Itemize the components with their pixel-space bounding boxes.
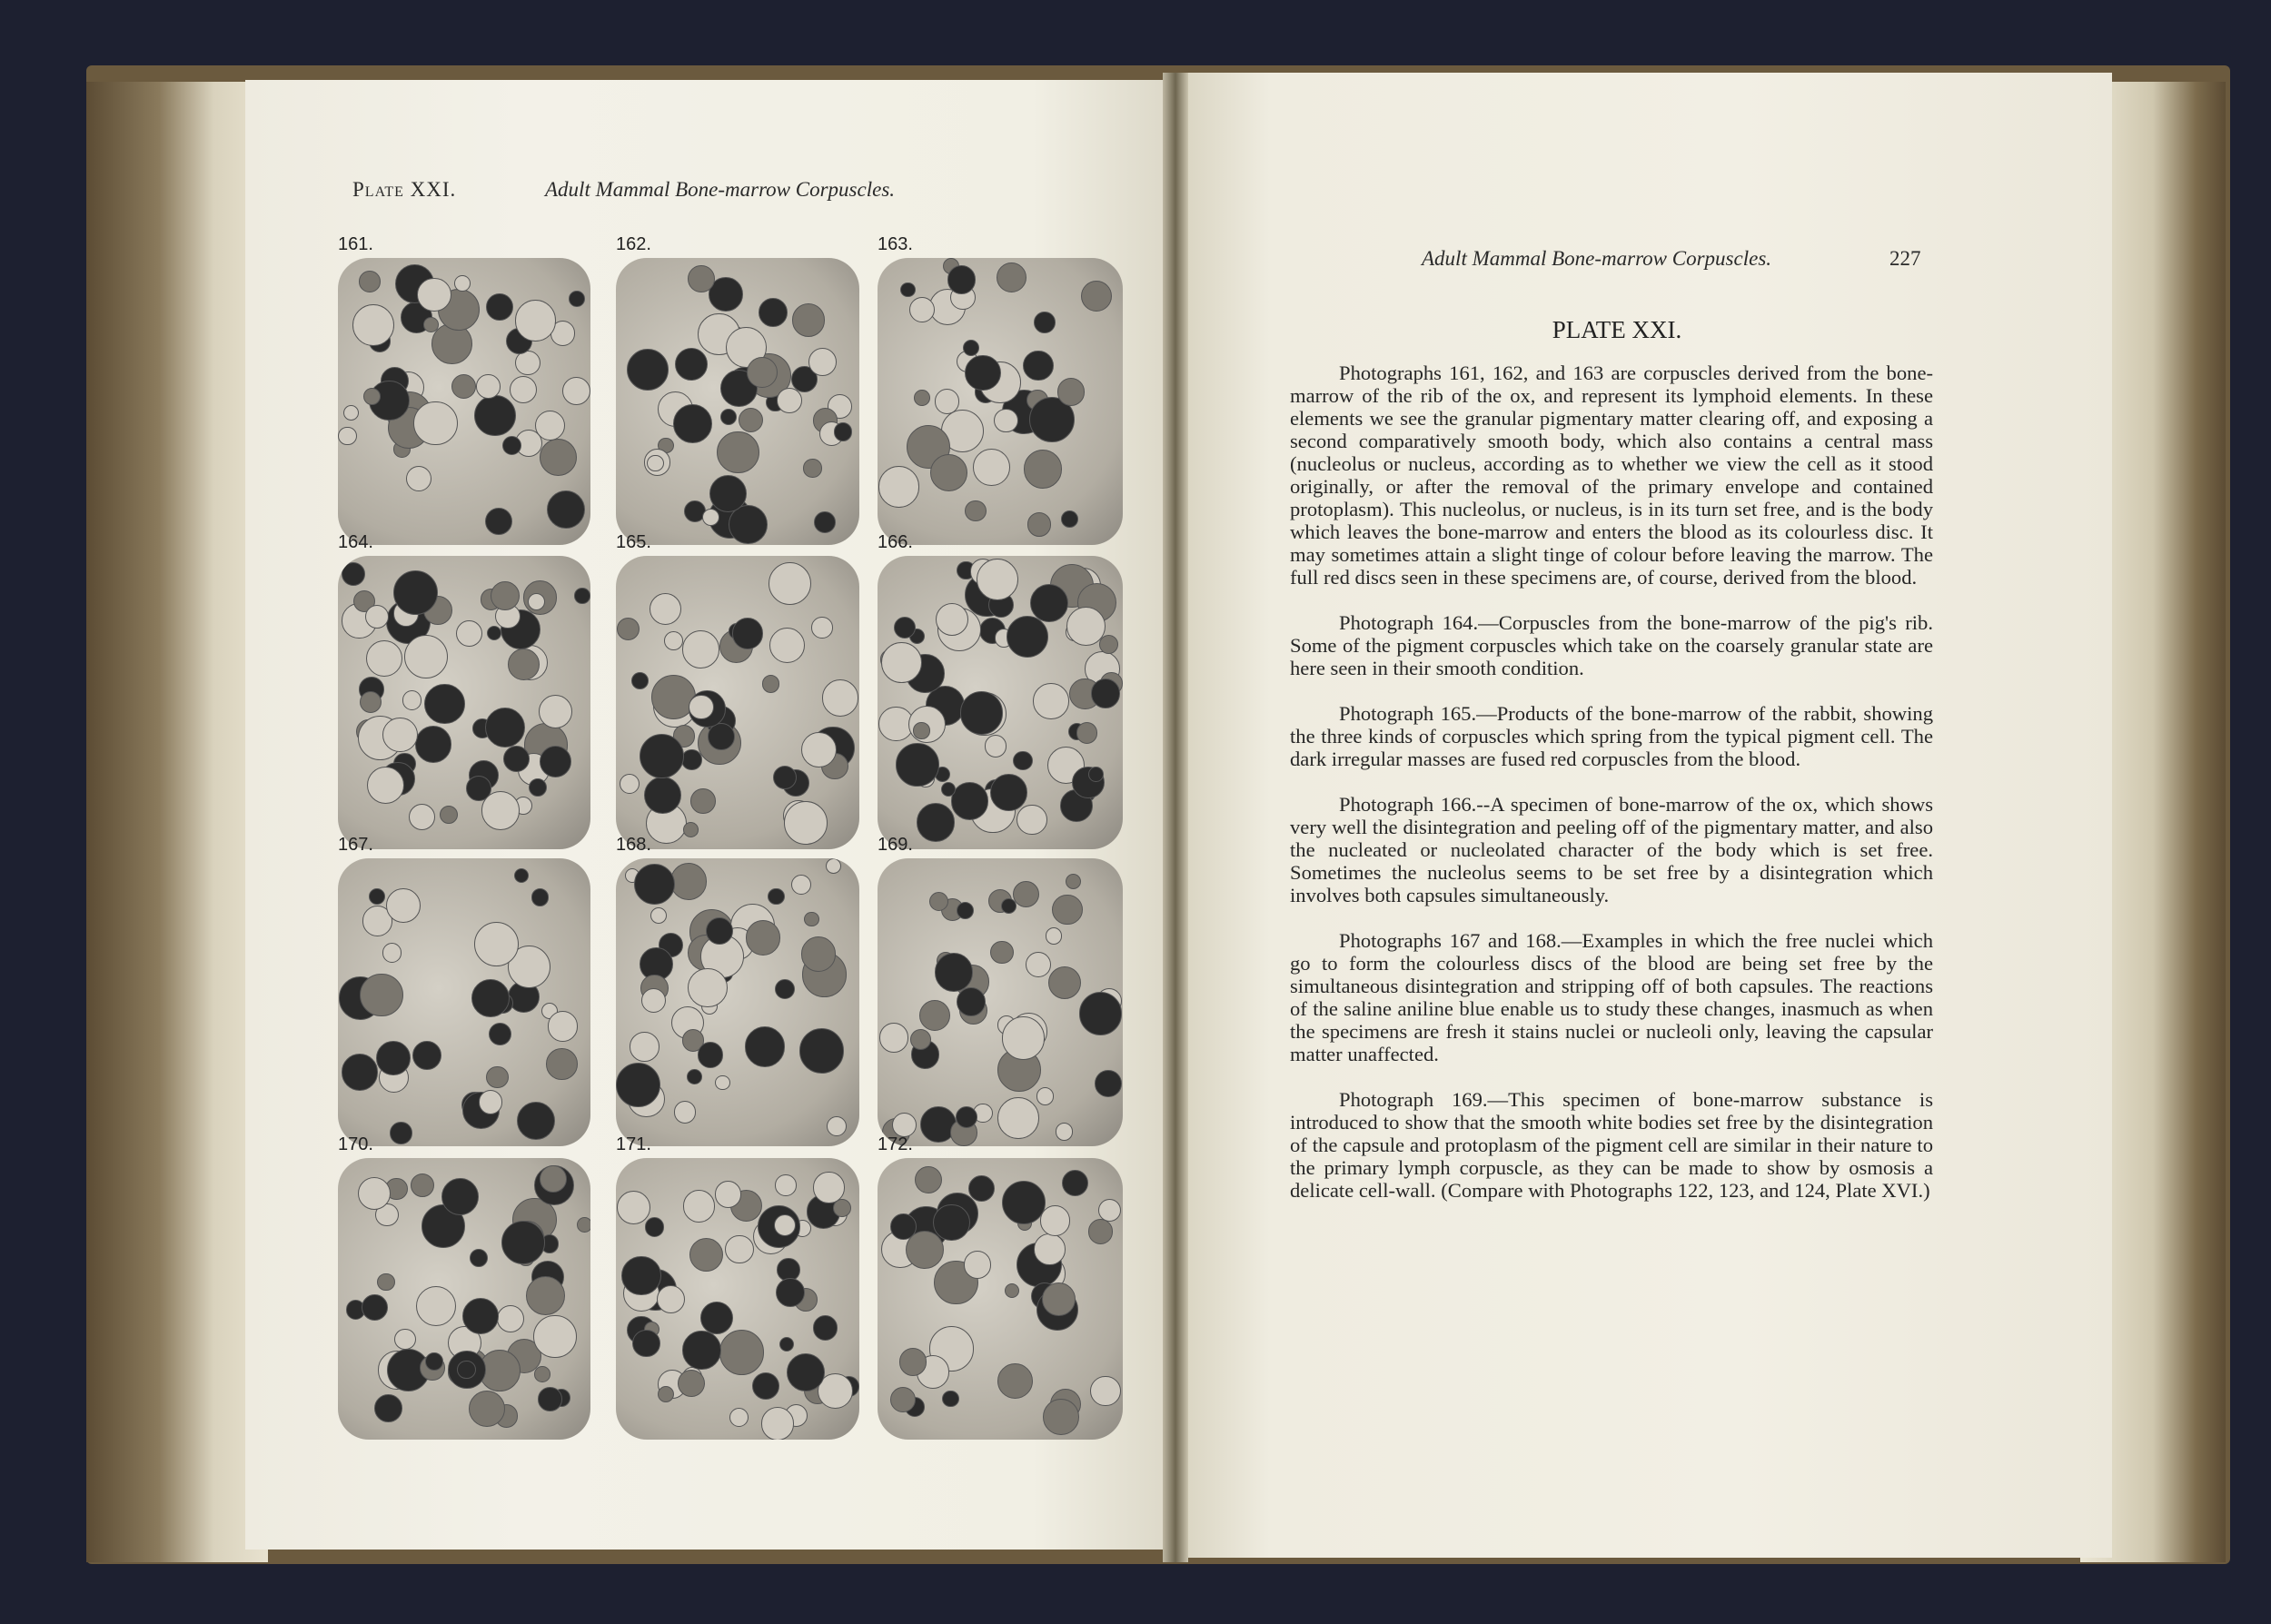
cell-blob [715, 1075, 729, 1090]
cell-blob [474, 922, 519, 966]
cell-blob [813, 1315, 838, 1341]
cell-blob [359, 271, 381, 292]
cell-blob [515, 351, 540, 375]
cell-blob [365, 605, 389, 629]
cell-blob [1042, 1282, 1076, 1316]
cell-blob [658, 1386, 674, 1402]
cell-blob [997, 1097, 1039, 1139]
cell-blob [879, 1023, 908, 1052]
cell-blob [1081, 281, 1112, 312]
cell-blob [441, 1178, 479, 1215]
cell-blob [417, 278, 451, 312]
cell-blob [791, 875, 811, 895]
cell-blob [773, 766, 797, 789]
cell-blob [342, 562, 365, 586]
body-text [1290, 361, 1933, 1224]
cell-blob [990, 774, 1027, 811]
cell-blob [533, 1315, 577, 1359]
cell-blob [951, 782, 989, 820]
cell-blob [531, 888, 550, 906]
cell-blob [362, 1294, 388, 1321]
cell-blob [562, 377, 590, 405]
cell-blob [502, 436, 521, 455]
micrograph-photo [338, 858, 590, 1146]
cell-blob [965, 500, 987, 522]
cell-blob [1034, 1233, 1065, 1264]
cell-blob [814, 511, 836, 533]
cell-blob [683, 1190, 715, 1222]
cell-blob [681, 749, 701, 769]
cell-blob [933, 1204, 969, 1241]
left-header-plate: Plate XXI. [352, 178, 457, 201]
cell-blob [343, 405, 359, 421]
cell-blob [1088, 767, 1104, 782]
micrograph-photo [878, 1158, 1123, 1440]
micrograph-photo [616, 258, 859, 545]
cell-blob [700, 1302, 733, 1334]
cell-blob [1001, 898, 1016, 914]
cell-blob [935, 953, 974, 992]
cell-blob [632, 1330, 660, 1358]
paragraph-167-168: Photographs 167 and 168.—Examples in which the free nuclei which go to form the colourless discs of the blood are being set free by the simultaneous disintegration and stripping off of both capsules. The reactions of the saline aniline blue enable us to study these changes, inasmuch as when the specimens are fresh it stains nuclei or nucleoli only, leaving the capsular matter unaffected. [1290, 929, 1933, 1065]
cell-blob [641, 988, 666, 1013]
cell-blob [411, 1173, 434, 1197]
cell-blob [808, 348, 837, 376]
paragraph-169: Photograph 169.—This specimen of bone-marrow substance is introduced to show that the smooth white bodies set free by the disintegration of the capsule and protoplasm of the pigment cell are similar in their nature to the primary lymph corpuscle, as they can be made to show by osmosis a delicate cell-wall. (Compare with Photographs 122, 123, and 124, Plate XVI.) [1290, 1088, 1933, 1202]
cell-blob [514, 868, 530, 884]
paragraph-166: Photograph 166.--A specimen of bone-marrow of the ox, which shows very well the disintegration and peeling off of the pigmentary matter, and also the nucleated or nucleolated character of the body which is set free. Sometimes the nucleolus seems to be set free by a disintegration which involves both capsules simultaneously. [1290, 793, 1933, 906]
photo-label: 172. [878, 1134, 913, 1154]
photo-label: 171. [616, 1134, 651, 1154]
cell-blob [973, 449, 1010, 486]
micrograph-photo [338, 1158, 590, 1440]
cell-blob [892, 1113, 917, 1137]
cell-blob [501, 1221, 545, 1264]
micrograph-photo [878, 556, 1123, 849]
photo-label: 169. [878, 835, 913, 855]
micrograph-photo [616, 1158, 859, 1440]
cell-blob [941, 782, 956, 797]
cell-blob [775, 979, 795, 999]
cell-blob [896, 743, 938, 786]
cell-blob [1056, 1123, 1073, 1140]
cell-blob [657, 1285, 685, 1313]
cell-blob [775, 1174, 797, 1196]
cell-blob [1079, 992, 1122, 1035]
cell-blob [374, 1394, 402, 1422]
cell-blob [650, 593, 681, 625]
cell-blob [811, 617, 833, 639]
cell-blob [673, 404, 712, 443]
cell-blob [900, 282, 915, 297]
micrograph-photo [616, 556, 859, 849]
cell-blob [404, 635, 448, 678]
cell-blob [1026, 952, 1051, 977]
cell-blob [960, 691, 1004, 735]
cell-blob [683, 822, 699, 837]
cell-blob [534, 1366, 550, 1382]
cell-blob [801, 936, 836, 971]
cell-blob [761, 1407, 795, 1440]
cell-blob [906, 1231, 944, 1269]
cell-blob [746, 920, 781, 956]
cell-blob [1052, 895, 1083, 926]
cell-blob [678, 1370, 705, 1397]
cell-blob [769, 562, 812, 606]
cell-blob [369, 888, 385, 905]
cell-blob [415, 726, 451, 762]
cell-blob [826, 858, 841, 874]
cell-blob [574, 588, 590, 603]
cell-blob [1076, 722, 1098, 744]
cell-blob [784, 801, 828, 845]
photo-label: 168. [616, 835, 651, 855]
cell-blob [409, 804, 435, 830]
cell-blob [997, 262, 1026, 292]
cell-blob [338, 427, 357, 446]
cell-blob [630, 1032, 659, 1062]
cell-blob [1030, 584, 1068, 622]
cell-blob [1091, 678, 1120, 708]
cell-blob [1013, 751, 1033, 771]
photo-label: 165. [616, 532, 651, 552]
cell-blob [617, 1191, 650, 1224]
cell-blob [360, 974, 402, 1016]
cell-blob [394, 1329, 416, 1351]
cell-blob [508, 649, 540, 680]
page-number: 227 [1889, 247, 1921, 270]
cell-blob [729, 1408, 749, 1428]
cell-blob [1007, 616, 1048, 658]
cell-blob [474, 395, 515, 436]
cell-blob [382, 943, 402, 962]
cell-blob [990, 941, 1013, 964]
cell-blob [930, 454, 967, 491]
cell-blob [894, 617, 916, 639]
cell-blob [792, 303, 825, 336]
cell-blob [627, 349, 669, 391]
cell-blob [1048, 966, 1081, 999]
cell-blob [451, 374, 476, 399]
cell-blob [688, 968, 727, 1007]
cell-blob [386, 888, 421, 923]
cell-blob [416, 1286, 457, 1327]
cell-blob [469, 1391, 505, 1427]
cell-blob [747, 357, 778, 388]
cell-blob [878, 466, 920, 508]
cell-blob [739, 408, 763, 432]
cell-blob [412, 1041, 441, 1070]
cell-blob [1033, 683, 1068, 718]
cell-blob [682, 1331, 720, 1369]
cell-blob [1027, 512, 1051, 536]
cell-blob [702, 509, 719, 526]
cell-blob [1002, 1016, 1045, 1059]
left-header-title: Adult Mammal Bone-marrow Corpuscles. [545, 178, 896, 201]
cell-blob [644, 777, 681, 814]
cell-blob [1002, 1181, 1046, 1224]
paragraph-165: Photograph 165.—Products of the bone-marrow of the rabbit, showing the three kinds of corpuscles which spring from the typical pigment cell. The dark irregular masses are fused red corpuscles from the blood. [1290, 702, 1933, 770]
cell-blob [956, 1106, 977, 1128]
cell-blob [799, 1028, 845, 1074]
cell-blob [1057, 378, 1085, 405]
cell-blob [456, 620, 482, 647]
micrograph-photo [338, 556, 590, 849]
cell-blob [454, 275, 471, 292]
photo-label: 162. [616, 234, 651, 254]
micrograph-photo [338, 258, 590, 545]
cell-blob [470, 1249, 488, 1267]
cell-blob [947, 265, 976, 293]
cell-blob [942, 1391, 958, 1407]
cell-blob [360, 691, 382, 714]
cell-blob [732, 618, 763, 649]
cell-blob [762, 675, 780, 693]
cell-blob [647, 455, 664, 472]
cell-blob [650, 907, 667, 924]
cell-blob [497, 1305, 524, 1332]
cell-blob [617, 618, 640, 640]
cell-blob [664, 631, 683, 650]
cell-blob [1090, 1376, 1121, 1407]
cell-blob [413, 401, 458, 446]
cell-blob [822, 679, 859, 717]
cell-blob [517, 1102, 555, 1140]
cell-blob [645, 1217, 664, 1236]
cell-blob [390, 1122, 412, 1144]
cell-blob [964, 1251, 991, 1278]
cell-blob [526, 1276, 565, 1315]
cell-blob [476, 374, 500, 398]
cell-blob [725, 1235, 753, 1263]
cell-blob [752, 1372, 779, 1400]
cell-blob [486, 1066, 508, 1088]
cell-blob [486, 293, 513, 321]
cell-blob [779, 1337, 794, 1352]
photo-label: 161. [338, 234, 373, 254]
cell-blob [674, 1101, 697, 1124]
cell-blob [706, 917, 733, 945]
cell-blob [620, 774, 640, 794]
cell-blob [1005, 1283, 1019, 1298]
cell-blob [440, 806, 458, 824]
cell-blob [834, 422, 852, 441]
cell-blob [481, 791, 521, 830]
cell-blob [715, 1181, 741, 1207]
cell-blob [768, 888, 785, 906]
cell-blob [376, 1041, 411, 1075]
running-title: Adult Mammal Bone-marrow Corpuscles. [1422, 247, 1772, 270]
cell-blob [634, 864, 675, 905]
cell-blob [528, 593, 545, 610]
cell-blob [919, 1000, 950, 1031]
cell-blob [352, 304, 394, 346]
photo-label: 166. [878, 532, 913, 552]
cell-blob [1062, 1170, 1088, 1196]
cell-blob [994, 409, 1018, 433]
cell-blob [423, 317, 439, 332]
photo-label: 163. [878, 234, 913, 254]
cell-blob [688, 265, 715, 292]
cell-blob [1040, 1205, 1070, 1235]
cell-blob [881, 642, 922, 683]
cell-blob [935, 389, 959, 413]
cell-blob [774, 1214, 796, 1236]
cell-blob [503, 746, 530, 772]
cell-blob [913, 722, 929, 738]
cell-blob [719, 1330, 765, 1375]
cell-blob [787, 1353, 825, 1391]
cell-blob [640, 734, 684, 778]
cell-blob [540, 746, 572, 778]
cell-blob [759, 298, 788, 327]
cell-blob [963, 340, 979, 356]
cell-blob [546, 1048, 577, 1079]
cell-blob [914, 390, 930, 406]
cell-blob [682, 630, 720, 668]
cell-blob [548, 1011, 578, 1041]
photo-label: 170. [338, 1134, 373, 1154]
cell-blob [406, 466, 431, 491]
cell-blob [675, 348, 708, 381]
cell-blob [487, 626, 501, 640]
micrograph-photo [878, 858, 1123, 1146]
cell-blob [540, 439, 577, 476]
cell-blob [720, 409, 737, 425]
cell-blob [539, 695, 573, 729]
cell-blob [425, 1352, 443, 1371]
cell-blob [1036, 1087, 1055, 1105]
cell-blob [1043, 1399, 1079, 1435]
cell-blob [698, 1042, 723, 1067]
cell-blob [917, 803, 955, 841]
cell-blob [402, 690, 421, 709]
cell-blob [909, 297, 935, 322]
cell-blob [957, 902, 974, 919]
photo-label: 164. [338, 532, 373, 552]
cell-blob [670, 863, 707, 899]
cell-blob [367, 767, 404, 804]
cell-blob [1023, 351, 1054, 381]
cell-blob [479, 1090, 502, 1114]
cell-blob [1095, 1070, 1122, 1097]
cell-blob [457, 1361, 475, 1379]
plate-title: PLATE XXI. [1552, 316, 1682, 343]
page-edges-left [86, 82, 268, 1562]
cell-blob [382, 718, 418, 753]
cell-blob [491, 581, 520, 610]
cell-blob [366, 640, 402, 677]
cell-blob [1034, 312, 1056, 333]
cell-blob [985, 735, 1007, 757]
cell-blob [997, 1363, 1033, 1399]
cell-blob [489, 1023, 511, 1045]
cell-blob [1046, 927, 1062, 944]
cell-blob [827, 1116, 847, 1136]
cell-blob [1061, 510, 1078, 528]
micrograph-photo [616, 858, 859, 1146]
cell-blob [965, 355, 1000, 391]
cell-blob [515, 300, 557, 342]
cell-blob [569, 291, 585, 307]
cell-blob [813, 1172, 844, 1203]
cell-blob [471, 979, 510, 1017]
cell-blob [915, 1166, 942, 1193]
cell-blob [1066, 874, 1081, 889]
photo-label: 167. [338, 835, 373, 855]
micrograph-photo [878, 258, 1123, 545]
cell-blob [1088, 1219, 1113, 1243]
cell-blob [485, 708, 525, 748]
cell-blob [547, 490, 585, 529]
cell-blob [1013, 881, 1039, 907]
cell-blob [577, 1217, 590, 1233]
book-gutter [1163, 73, 1188, 1562]
cell-blob [804, 912, 819, 927]
cell-blob [462, 1298, 499, 1334]
cell-blob [342, 1054, 378, 1090]
cell-blob [538, 1387, 561, 1411]
paragraph-161-163: Photographs 161, 162, and 163 are corpuscles derived from the bone-marrow of the rib of the ox, and represent its lymphoid elements. In these elements we see the granular pigmentary matter clearing off, and exposing a second comparatively smooth body, which also contains a central mass (nucleolus or nucleus, according as to whether we view the cell as it stood originally, or after the removal of the primary envelope and contained protoplasm). This nucleolus, or nucleus, is in its turn set free, and is the body which leaves the bone-marrow and enters the blood as its colourless disc. It may sometimes attain a slight tinge of colour before leaving the marrow. The full red discs seen in these specimens are, of course, derived from the blood. [1290, 361, 1933, 589]
cell-blob [1024, 450, 1063, 489]
cell-blob [510, 376, 537, 403]
cell-blob [689, 1238, 723, 1272]
cell-blob [424, 684, 465, 725]
cell-blob [729, 505, 768, 544]
cell-blob [529, 778, 547, 797]
cell-blob [1099, 635, 1118, 654]
cell-blob [690, 788, 716, 814]
cell-blob [977, 559, 1018, 600]
cell-blob [717, 431, 759, 473]
cell-blob [358, 1177, 391, 1210]
paragraph-164: Photograph 164.—Corpuscles from the bone-marrow of the pig's rib. Some of the pigment corpuscles which take on the coarsely granular state are here seen in their smooth condition. [1290, 611, 1933, 679]
cell-blob [485, 508, 512, 535]
cell-blob [803, 459, 821, 477]
cell-blob [777, 388, 802, 413]
cell-blob [377, 1273, 394, 1291]
cell-blob [745, 1026, 785, 1066]
cell-blob [687, 1069, 702, 1084]
cell-blob [1016, 805, 1047, 836]
cell-blob [631, 672, 649, 689]
cell-blob [769, 628, 806, 664]
cell-blob [621, 1256, 661, 1296]
